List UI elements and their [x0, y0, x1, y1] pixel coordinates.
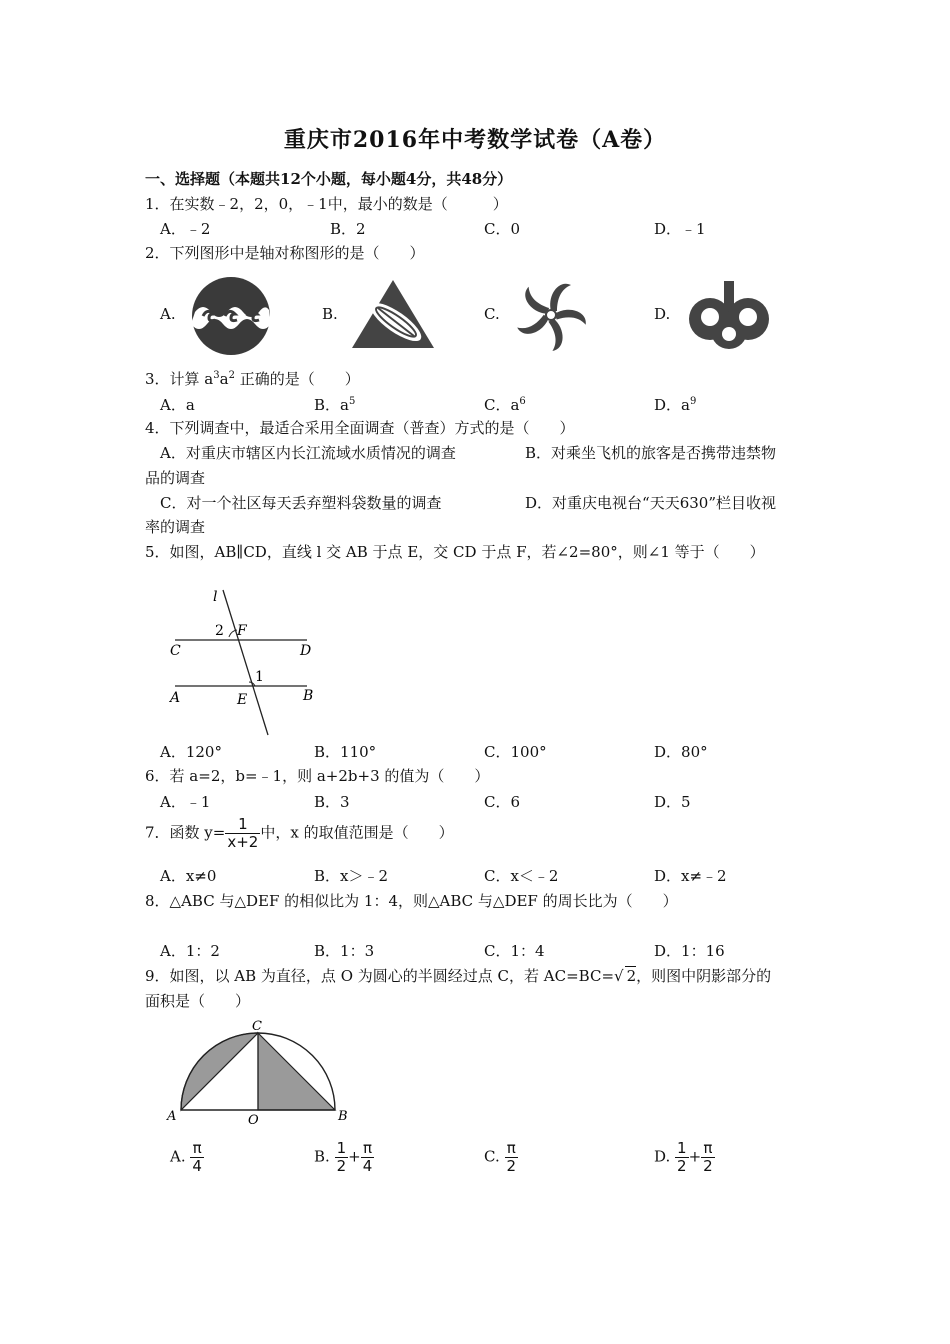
q9-option-a: A. $\frac{\pi}{4}$ — [170, 1139, 202, 1175]
q4-option-d-cont: 率的调查 — [145, 518, 206, 536]
section-heading: 一、选择题（本题共12个小题，每小题4分，共48分） — [145, 170, 513, 188]
page-title: 重庆市2016年中考数学试卷（A卷） — [283, 127, 667, 153]
q5-stem: 5．如图，AB∥CD，直线 l 交 AB 于点 E，交 CD 于点 F，若∠2=80°，则∠1 等于（ ） — [145, 543, 765, 561]
q6-option-b: B．3 — [314, 793, 350, 811]
q9-option-d: D. $\frac{1}{2}$ + $\frac{\pi}{2}$ — [654, 1139, 713, 1175]
triangle-ellipse-figure — [350, 278, 436, 350]
label-C: C — [170, 643, 181, 659]
q8-option-c: C．1：4 — [484, 942, 545, 960]
q8-option-d: D．1：16 — [654, 942, 725, 960]
q2-stem: 2．下列图形中是轴对称图形的是（ ） — [145, 244, 425, 262]
q7-option-a: A．x≠0 — [160, 867, 217, 885]
q4-option-d: D．对重庆电视台“天天630”栏目收视 — [525, 494, 776, 512]
label-C: C — [252, 1019, 262, 1034]
label-D: D — [300, 643, 312, 659]
label-F: F — [237, 623, 247, 639]
q7-fraction: $\frac{1}{x+2}$ — [227, 815, 259, 851]
label-2: 2 — [215, 623, 224, 639]
q9-stem-cont: 面积是（ ） — [145, 992, 251, 1010]
wave-circle-figure — [189, 276, 273, 356]
q8-option-b: B．1：3 — [314, 942, 375, 960]
q2-option-d: D. — [654, 305, 671, 323]
pinwheel-figure — [512, 277, 590, 353]
q1-option-b: B．2 — [330, 220, 366, 238]
q5-option-b: B．110° — [314, 743, 377, 761]
q6-option-d: D．5 — [654, 793, 691, 811]
q7-option-b: B．x＞﹣2 — [314, 867, 389, 885]
q6-option-a: A．﹣1 — [160, 793, 211, 811]
q6-option-c: C．6 — [484, 793, 521, 811]
q2-option-c: C. — [484, 305, 500, 323]
q1-option-a: A．﹣2 — [160, 220, 211, 238]
q7-option-c: C．x＜﹣2 — [484, 867, 559, 885]
q5-option-c: C．100° — [484, 743, 547, 761]
semicircle-figure — [163, 1016, 353, 1128]
q4-option-a: A．对重庆市辖区内长江流域水质情况的调查 — [160, 444, 456, 462]
q3-option-a: A．a — [160, 396, 195, 414]
label-B: B — [338, 1109, 348, 1124]
q5-option-a: A．120° — [160, 743, 222, 761]
label-B: B — [303, 688, 314, 704]
q3-option-c: C．$a^6$ — [484, 396, 526, 414]
label-1: 1 — [255, 669, 264, 685]
q5-option-d: D．80° — [654, 743, 708, 761]
q9-option-c: C. $\frac{\pi}{2}$ — [484, 1139, 517, 1175]
label-A: A — [170, 690, 181, 706]
q8-stem: 8．△ABC 与△DEF 的相似比为 1：4，则△ABC 与△DEF 的周长比为（ ） — [145, 892, 678, 910]
q6-stem: 6．若 a=2，b=﹣1，则 a+2b+3 的值为（ ） — [145, 767, 490, 785]
q4-option-b: B．对乘坐飞机的旅客是否携带违禁物 — [525, 444, 777, 462]
label-O: O — [248, 1113, 259, 1128]
q4-stem: 4．下列调查中，最适合采用全面调查（普查）方式的是（ ） — [145, 419, 575, 437]
q1-option-c: C．0 — [484, 220, 521, 238]
q8-option-a: A．1：2 — [160, 942, 220, 960]
q3-stem: 3．计算 $a^3a^2$ 正确的是（ ） — [145, 370, 360, 388]
q4-option-b-cont: 品的调查 — [145, 469, 206, 487]
q1-stem: 1．在实数﹣2，2，0，﹣1中，最小的数是（ ） — [145, 195, 508, 213]
q3-option-d: D．$a^9$ — [654, 396, 697, 414]
label-E: E — [237, 692, 248, 708]
q2-option-a: A. — [160, 305, 176, 323]
three-rings-figure — [684, 279, 774, 351]
q7-stem: 7．函数 y= $\frac{1}{x+2}$ 中，x 的取值范围是（ ） — [145, 815, 454, 851]
q9-option-b: B. $\frac{1}{2}$ + $\frac{\pi}{4}$ — [314, 1139, 373, 1175]
q3-option-b: B．$a^5$ — [314, 396, 356, 414]
q9-stem: 9．如图，以 AB 为直径，点 O 为圆心的半圆经过点 C，若 AC=BC=√ 2，则图中阴影部分的 — [145, 967, 772, 985]
q2-option-b: B. — [322, 305, 338, 323]
label-A: A — [167, 1109, 177, 1124]
q4-option-c: C．对一个社区每天丢弃塑料袋数量的调查 — [160, 494, 442, 512]
label-l: l — [213, 589, 218, 605]
parallel-lines-figure — [165, 585, 320, 740]
q7-option-d: D．x≠﹣2 — [654, 867, 727, 885]
q1-option-d: D．﹣1 — [654, 220, 706, 238]
